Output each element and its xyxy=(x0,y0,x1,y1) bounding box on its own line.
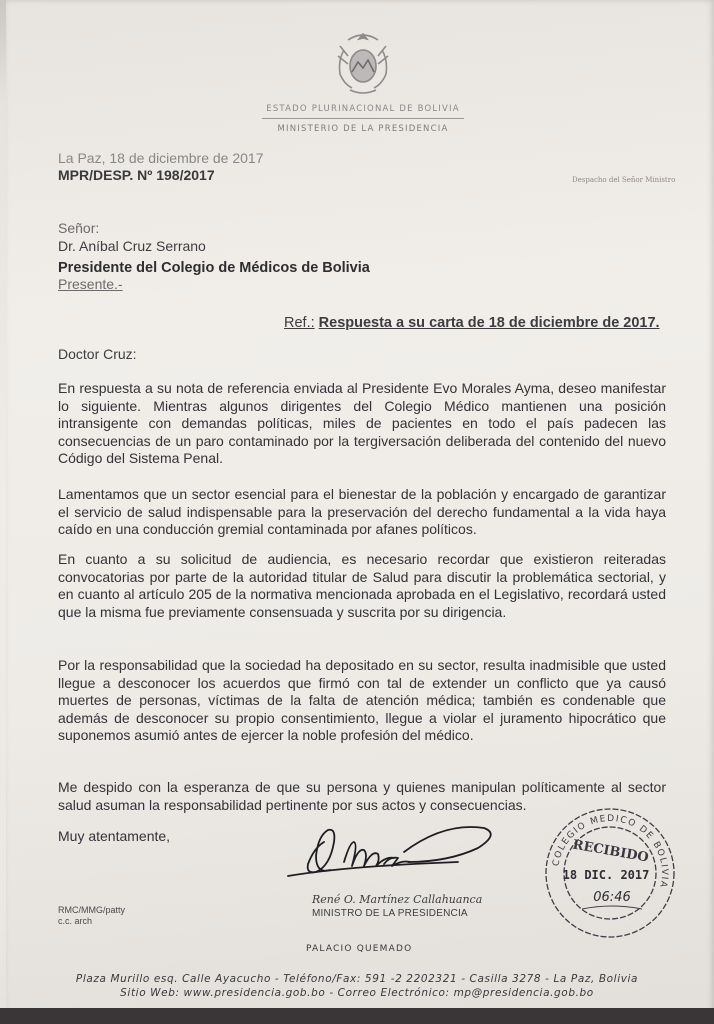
letterhead-divider xyxy=(262,118,464,119)
recipient-salutation-line: Señor: xyxy=(58,220,100,236)
stamp-word: RECIBIDO xyxy=(571,837,650,866)
signer-name: René O. Martínez Callahuanca xyxy=(312,893,483,906)
reference-label: Ref.: xyxy=(284,315,315,331)
place-date: La Paz, 18 de diciembre de 2017 xyxy=(58,150,264,166)
reference-number: MPR/DESP. Nº 198/2017 xyxy=(58,167,215,183)
reference-text: Respuesta a su carta de 18 de diciembre de 2017. xyxy=(318,315,660,331)
body-paragraph: Por la responsabilidad que la sociedad ha depositado en su sector, resulta inadmisible que usted llegue a desconocer los acuerdos que firmó con tal de extender un conflicto que ya causó muertes de personas, víctimas de la falta de atención médica; también es condenable que además de desconocer su propio consentimiento, llegue a violar el juramento hipocrático que suponemos asumió antes de ejercer la noble profesión del médico. xyxy=(58,657,666,744)
footer-web: Sitio Web: www.presidencia.gob.bo - Correo Electrónico: mp@presidencia.gob.bo xyxy=(120,987,594,999)
cc-line: c.c. arch xyxy=(58,916,93,926)
recipient-title: Presidente del Colegio de Médicos de Bolivia xyxy=(58,260,370,276)
stamp-underline xyxy=(582,906,642,909)
recipient-name: Dr. Aníbal Cruz Serrano xyxy=(58,238,206,254)
initials-line: RMC/MMG/patty xyxy=(58,905,126,915)
body-paragraph: Me despido con la esperanza de que su persona y quienes manipulan políticamente al sector salud asuman la responsabilidad pertinente por sus actos y consecuencias. xyxy=(58,779,666,813)
recipient-present: Presente.- xyxy=(58,276,123,292)
initials-block xyxy=(58,905,125,927)
body-paragraph: En cuanto a su solicitud de audiencia, es necesario recordar que existieron reiteradas convocatorias por parte de la autoridad titular de Salud para discutir la problemática sectorial, y en cuanto al artículo 205 de la normativa mencionada aprobada en el Legislativo, recordará usted que la misma fue previamente consensuada y suscrita por su dirigencia. xyxy=(58,551,666,620)
reference-line xyxy=(284,315,660,331)
table-edge xyxy=(0,1008,714,1024)
stamp-ring-text: COLEGIO MEDICO DE BOLIVIA xyxy=(551,813,670,890)
coat-of-arms-icon xyxy=(330,28,396,98)
office-name: Despacho del Señor Ministro xyxy=(572,176,676,184)
footer-address: Plaza Murillo esq. Calle Ayacucho - Teléfono/Fax: 591 -2 2202321 - Casilla 3278 - La Paz, Bolivia xyxy=(75,973,639,985)
palace-name: PALACIO QUEMADO xyxy=(306,944,413,954)
signer-title: MINISTRO DE LA PRESIDENCIA xyxy=(312,908,468,919)
stamp-time: 06:46 xyxy=(593,890,631,905)
body-paragraph: En respuesta a su nota de referencia enviada al Presidente Evo Morales Ayma, deseo manifestar lo siguiente. Mientras algunos dirigentes del Colegio Médico mantienen una posición intransigente con demandas políticas, miles de pacientes en todo el país padecen las consecuencias de un paro contaminado por la tergiversación deliberada del contenido del nuevo Código del Sistema Penal. xyxy=(58,380,666,467)
handwritten-signature xyxy=(284,812,512,894)
salutation: Doctor Cruz: xyxy=(58,346,137,362)
body-paragraph: Lamentamos que un sector esencial para el bienestar de la población y encargado de garantizar el servicio de salud indispensable para la preservación del derecho fundamental a la vida haya caído en una conducción gremial contaminada por afanes políticos. xyxy=(58,486,666,538)
letterhead-state: ESTADO PLURINACIONAL DE BOLIVIA xyxy=(266,104,460,114)
received-stamp xyxy=(542,805,678,941)
letterhead-ministry: MINISTERIO DE LA PRESIDENCIA xyxy=(277,124,449,134)
closing: Muy atentamente, xyxy=(58,828,171,844)
stamp-date: 18 DIC. 2017 xyxy=(562,868,650,882)
